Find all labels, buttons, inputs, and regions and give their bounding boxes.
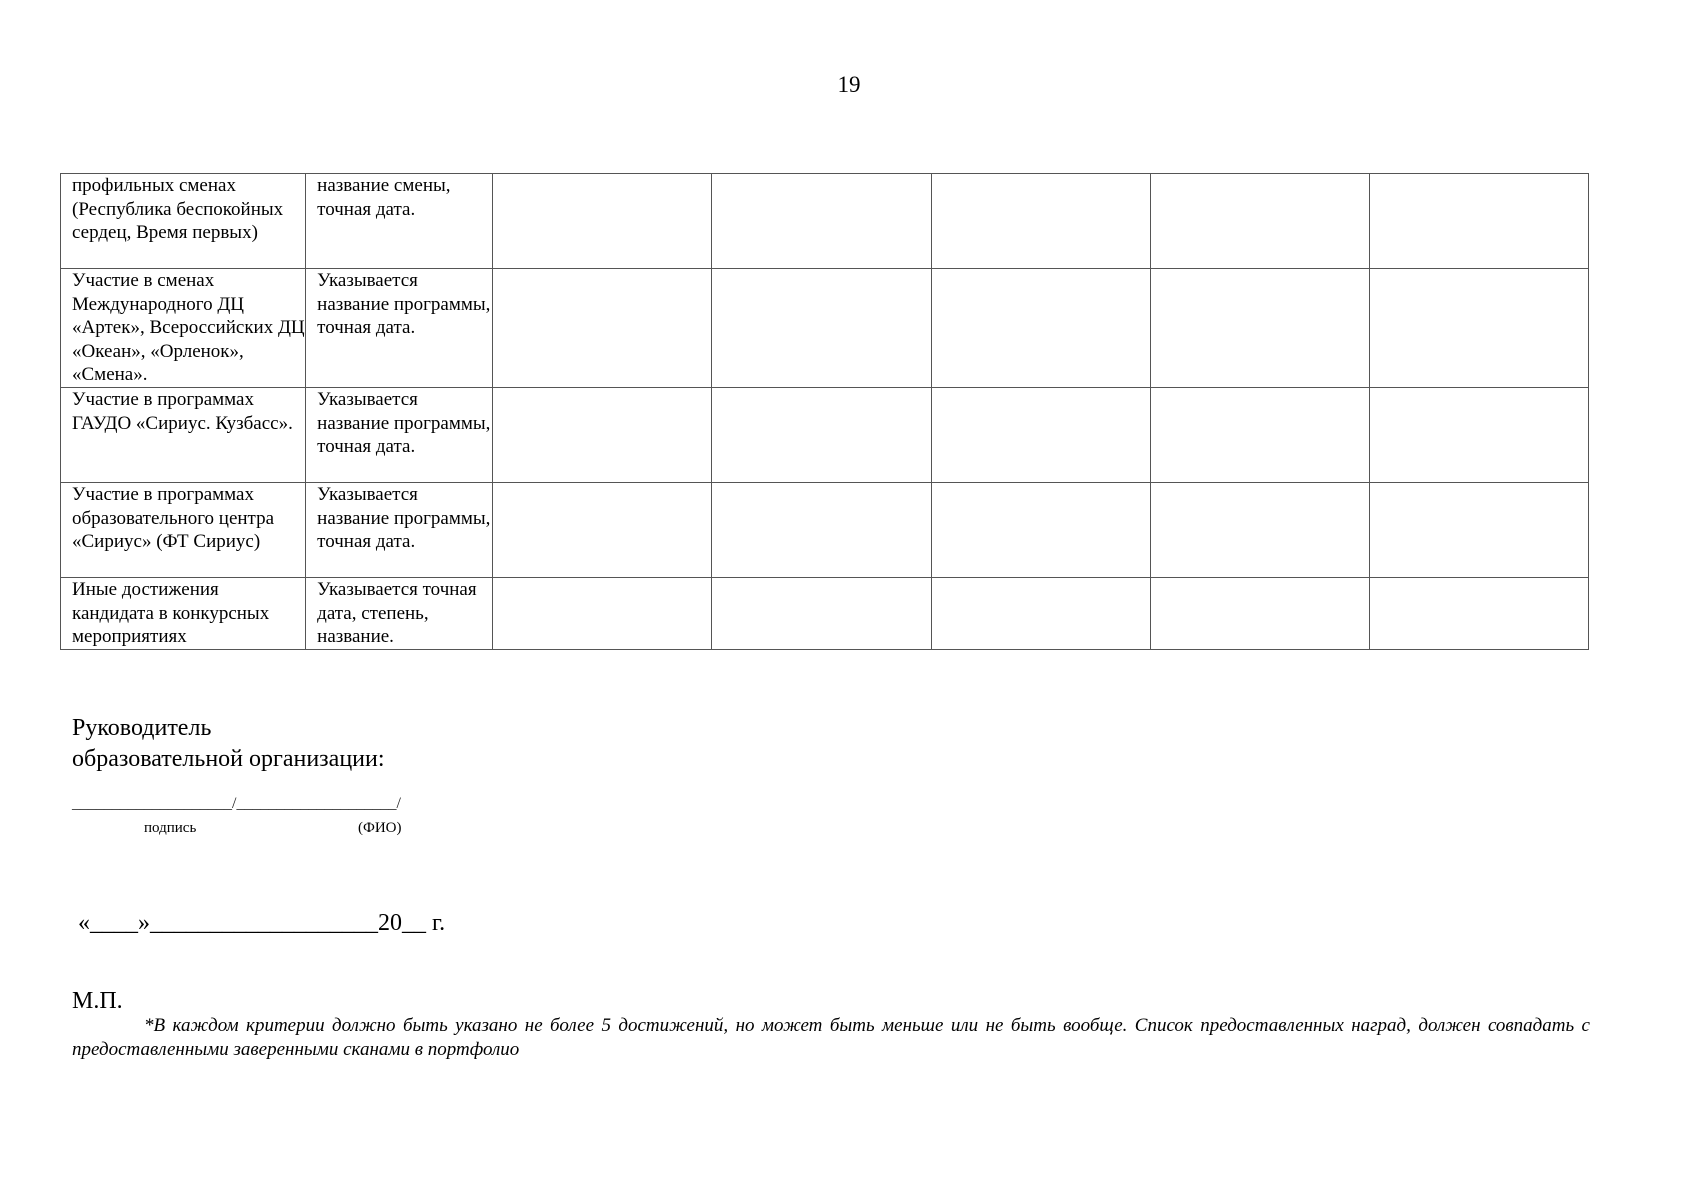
table-row — [61, 483, 1589, 578]
empty-cell[interactable] — [1150, 269, 1369, 388]
empty-cell[interactable] — [493, 388, 712, 483]
criterion-cell: Иные достижения кандидата в конкурсных мероприятиях — [61, 578, 306, 650]
table-row — [61, 269, 1589, 388]
instruction-cell: название смены, точная дата. — [306, 174, 493, 269]
empty-cell[interactable] — [712, 269, 931, 388]
head-label-line2: образовательной организации: — [72, 746, 385, 772]
instruction-cell: Указывается название программы, точная дата. — [306, 269, 493, 388]
instruction-cell: Указывается название программы, точная дата. — [306, 483, 493, 578]
date-line[interactable]: «____»___________________20__ г. — [78, 910, 446, 936]
signature-caption: подпись — [144, 820, 197, 836]
full-name-caption: (ФИО) — [358, 820, 402, 836]
empty-cell[interactable] — [1369, 388, 1588, 483]
footnote: *В каждом критерии должно быть указано не более 5 достижений, но может быть меньше или не быть вообще. Список предоставленных наград, должен совпадать с предоставленными заверенными сканами в портфолио — [72, 1015, 1590, 1060]
page-number: 19 — [837, 72, 861, 97]
empty-cell[interactable] — [712, 174, 931, 269]
head-label-line1: Руководитель — [72, 715, 212, 741]
empty-cell[interactable] — [1150, 578, 1369, 650]
criterion-cell: Участие в программах образовательного центра «Сириус» (ФТ Сириус) — [61, 483, 306, 578]
table-row — [61, 174, 1589, 269]
empty-cell[interactable] — [931, 174, 1150, 269]
criterion-cell: Участие в программах ГАУДО «Сириус. Кузбасс». — [61, 388, 306, 483]
head-of-organization-label — [72, 713, 385, 775]
empty-cell[interactable] — [931, 483, 1150, 578]
empty-cell[interactable] — [493, 578, 712, 650]
empty-cell[interactable] — [712, 578, 931, 650]
empty-cell[interactable] — [493, 269, 712, 388]
empty-cell[interactable] — [1369, 174, 1588, 269]
empty-cell[interactable] — [493, 174, 712, 269]
table-row — [61, 578, 1589, 650]
signature-line[interactable]: ____________________/____________________/ — [72, 795, 401, 812]
empty-cell[interactable] — [1150, 388, 1369, 483]
criterion-cell: Участие в сменах Международного ДЦ «Артек», Всероссийских ДЦ «Океан», «Орленок», «Смена». — [61, 269, 306, 388]
instruction-cell: Указывается точная дата, степень, название. — [306, 578, 493, 650]
empty-cell[interactable] — [1150, 174, 1369, 269]
table-row — [61, 388, 1589, 483]
empty-cell[interactable] — [493, 483, 712, 578]
stamp-place-label: М.П. — [72, 988, 123, 1014]
empty-cell[interactable] — [712, 483, 931, 578]
empty-cell[interactable] — [931, 269, 1150, 388]
empty-cell[interactable] — [1150, 483, 1369, 578]
empty-cell[interactable] — [931, 578, 1150, 650]
instruction-cell: Указывается название программы, точная дата. — [306, 388, 493, 483]
empty-cell[interactable] — [1369, 483, 1588, 578]
empty-cell[interactable] — [1369, 578, 1588, 650]
criterion-cell: профильных сменах (Республика беспокойных сердец, Время первых) — [61, 174, 306, 269]
achievements-table — [60, 173, 1589, 650]
empty-cell[interactable] — [712, 388, 931, 483]
empty-cell[interactable] — [931, 388, 1150, 483]
empty-cell[interactable] — [1369, 269, 1588, 388]
